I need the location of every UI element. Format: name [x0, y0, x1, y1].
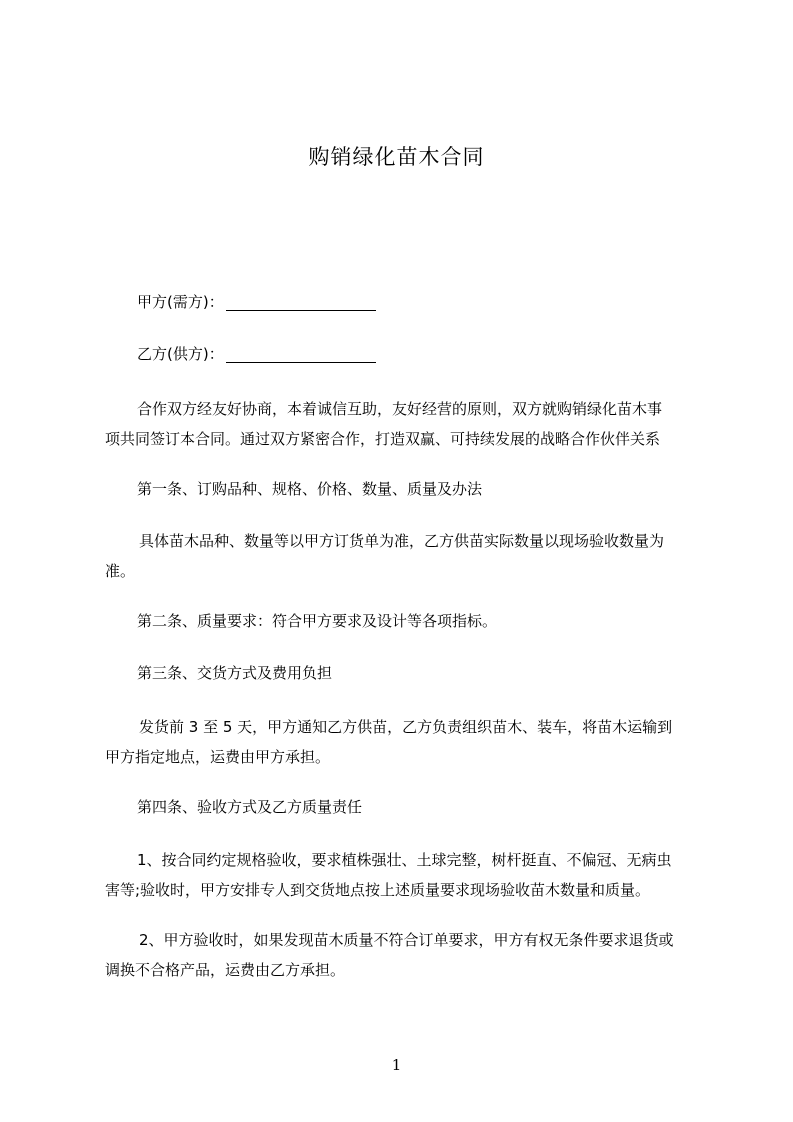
article1-body-line-2: 准。	[105, 562, 136, 580]
article4-heading: 第四条、验收方式及乙方质量责任	[137, 798, 363, 816]
intro-line-1: 合作双方经友好协商，本着诚信互助，友好经营的原则，双方就购销绿化苗木事	[137, 400, 663, 418]
article2-heading: 第二条、质量要求：符合甲方要求及设计等各项指标。	[137, 612, 498, 630]
article3-heading: 第三条、交货方式及费用负担	[137, 664, 333, 682]
article4-item-1-line-1: 1、按合同约定规格验收，要求植株强壮、土球完整，树杆挺直、不偏冠、无病虫	[137, 851, 672, 869]
party-a-line	[137, 287, 751, 317]
article3-body	[105, 712, 719, 772]
article4-item-2-line-1: 2、甲方验收时，如果发现苗木质量不符合订单要求，甲方有权无条件要求退货或	[139, 931, 674, 949]
intro-line-2: 项共同签订本合同。通过双方紧密合作，打造双赢、可持续发展的战略合作伙伴关系	[105, 430, 661, 448]
article3-body-line-1: 发货前 3 至 5 天，甲方通知乙方供苗，乙方负责组织苗木、装车，将苗木运输到	[139, 718, 673, 736]
party-b-label: 乙方(供方)：	[137, 345, 224, 363]
article1-body-line-1: 具体苗木品种、数量等以甲方订货单为准，乙方供苗实际数量以现场验收数量为	[139, 532, 665, 550]
party-a-label: 甲方(需方)：	[137, 293, 224, 311]
article4-item-1-line-2: 害等;验收时，甲方安排专人到交货地点按上述质量要求现场验收苗木数量和质量。	[105, 881, 651, 899]
party-b-line	[137, 339, 751, 369]
article3-body-line-2: 甲方指定地点，运费由甲方承担。	[105, 748, 331, 766]
article4-item-2	[105, 925, 719, 985]
page-number: 1	[391, 1056, 402, 1074]
party-a-blank	[226, 293, 376, 311]
intro-paragraph	[105, 394, 719, 454]
article1-body	[105, 526, 719, 586]
article4-item-2-line-2: 调换不合格产品，运费由乙方承担。	[105, 961, 346, 979]
article4-item-1	[105, 845, 719, 905]
article1-heading: 第一条、订购品种、规格、价格、数量、质量及办法	[137, 480, 483, 498]
document-title: 购销绿化苗木合同	[308, 145, 485, 169]
party-b-blank	[226, 345, 376, 363]
